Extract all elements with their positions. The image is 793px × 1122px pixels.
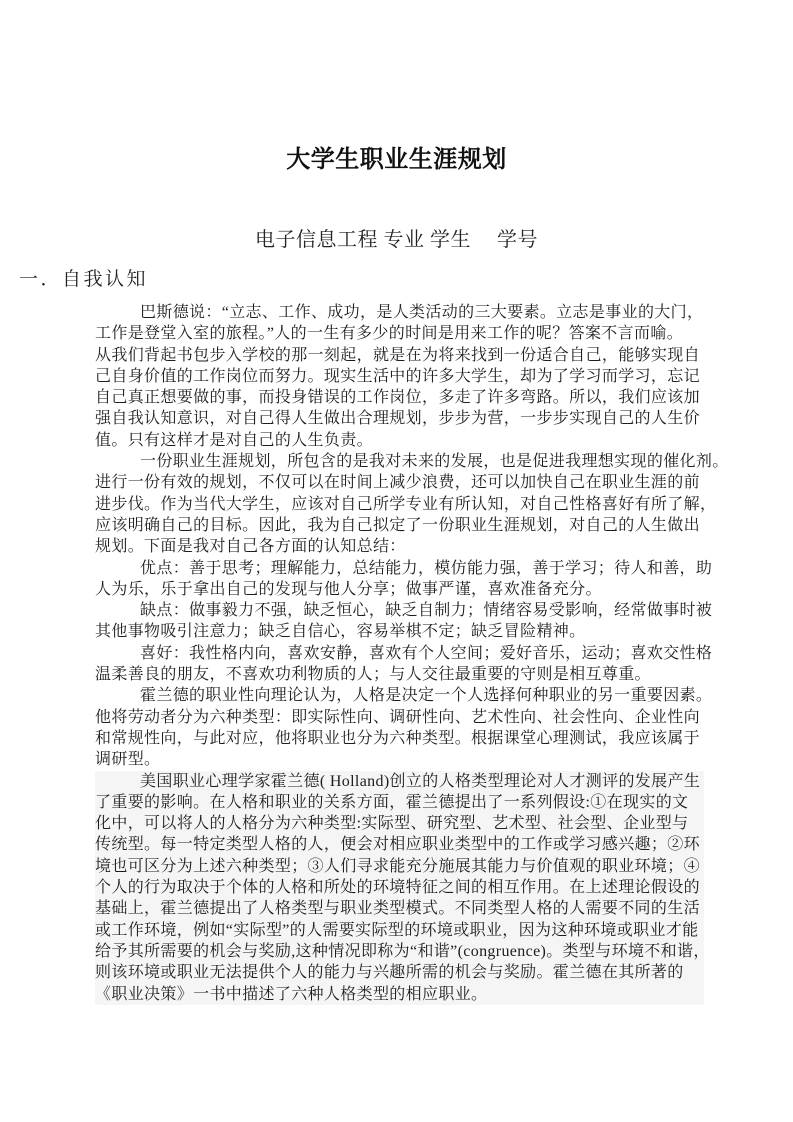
text-line: 和常规性向，与此对应，他将职业也分为六种类型。根据课堂心理测试，我应该属于: [95, 729, 700, 747]
text-line: 己自身价值的工作岗位而努力。现实生活中的许多大学生，却为了学习而学习，忘记: [95, 367, 700, 385]
paragraph: [95, 451, 729, 557]
document-body: [95, 302, 729, 1005]
text-line: 个人的行为取决于个体的人格和所处的环境特征之间的相互作用。在上述理论假设的: [95, 879, 700, 897]
text-line: 化中，可以将人的人格分为六种类型:实际型、研究型、艺术型、社会型、企业型与: [95, 815, 689, 833]
paragraph: [95, 600, 713, 643]
text-line: 则该环境或职业无法提供个人的能力与兴趣所需的机会与奖励。霍兰德在其所著的: [95, 964, 684, 982]
text-line: 霍兰德的职业性向理论认为，人格是决定一个人选择何种职业的另一重要因素。: [140, 687, 713, 705]
text-line: 人为乐，乐于拿出自己的发现与他人分享；做事严谨，喜欢准备充分。: [95, 580, 602, 598]
paragraph: [95, 643, 713, 686]
text-line: 一份职业生涯规划，所包含的是我对未来的发展，也是促进我理想实现的催化剂。: [140, 453, 729, 471]
paragraph-shaded: [95, 771, 710, 1005]
text-line: 值。只有这样才是对自己的人生负责。: [95, 431, 373, 449]
text-line: 工作是登堂入室的旅程。”人的一生有多少的时间是用来工作的呢？答案不言而喻。: [95, 325, 684, 343]
text-line: 了重要的影响。在人格和职业的关系方面，霍兰德提出了一系列假设:①在现实的文: [95, 793, 689, 811]
text-line: 或工作环境，例如“实际型”的人需要实际型的环境或职业，因为这种环境或职业才能: [95, 921, 699, 939]
text-line: 从我们背起书包步入学校的那一刻起，就是在为将来找到一份适合自己，能够实现自: [95, 346, 700, 364]
text-line: 温柔善良的朋友，不喜欢功利物质的人；与人交往最重要的守则是相互尊重。: [95, 666, 651, 684]
text-line: 美国职业心理学家霍兰德( Holland)创立的人格类型理论对人才测评的发展产生: [140, 772, 701, 790]
paragraph: [95, 685, 713, 770]
paragraph: [95, 302, 704, 451]
text-line: 喜好：我性格内向，喜欢安静，喜欢有个人空间；爱好音乐，运动；喜欢交性格: [140, 644, 713, 662]
text-line: 其他事物吸引注意力；缺乏自信心，容易举棋不定；缺乏冒险精神。: [95, 623, 586, 641]
text-line: 应该明确自己的目标。因此，我为自己拟定了一份职业生涯规划，对自己的人生做出: [95, 516, 700, 534]
text-line: 境也可区分为上述六种类型；③人们寻求能充分施展其能力与价值观的职业环境；④: [95, 857, 700, 875]
section-heading-self-knowledge: 一．自我认知: [19, 269, 149, 290]
text-line: 调研型。: [95, 751, 161, 769]
text-line: 优点：善于思考；理解能力，总结能力，模仿能力强，善于学习；待人和善，助: [140, 559, 713, 577]
text-line: 《职业决策》一书中描述了六种人格类型的相应职业。: [95, 985, 488, 1003]
text-line: 传统型。每一特定类型人格的人，便会对相应职业类型中的工作或学习感兴趣；②环: [95, 836, 700, 854]
text-line: 缺点：做事毅力不强，缺乏恒心，缺乏自制力；情绪容易受影响，经常做事时被: [140, 602, 713, 620]
paragraph: [95, 558, 713, 601]
text-line: 给予其所需要的机会与奖励,这种情况即称为“和谐”(congruence)。类型与环境不和谐，: [95, 942, 710, 960]
text-line: 自己真正想要做的事，而投身错误的工作岗位，多走了许多弯路。所以，我们应该加: [95, 389, 700, 407]
document-subtitle: 电子信息工程 专业 学生 学号: [255, 229, 538, 251]
text-line: 巴斯德说：“立志、工作、成功，是人类活动的三大要素。立志是事业的大门，: [140, 304, 704, 321]
text-line: 他将劳动者分为六种类型：即实际性向、调研性向、艺术性向、社会性向、企业性向: [95, 708, 700, 726]
text-line: 进行一份有效的规划，不仅可以在时间上减少浪费，还可以加快自己在职业生涯的前: [95, 474, 700, 492]
text-line: 规划。下面是我对自己各方面的认知总结：: [95, 538, 406, 556]
document-title: 大学生职业生涯规划: [286, 147, 507, 173]
text-line: 基础上，霍兰德提出了人格类型与职业类型模式。不同类型人格的人需要不同的生活: [95, 900, 700, 918]
text-line: 进步伐。作为当代大学生，应该对自己所学专业有所认知，对自己性格喜好有所了解，: [95, 495, 717, 513]
text-line: 强自我认知意识，对自己得人生做出合理规划，步步为营，一步步实现自己的人生价: [95, 410, 700, 428]
